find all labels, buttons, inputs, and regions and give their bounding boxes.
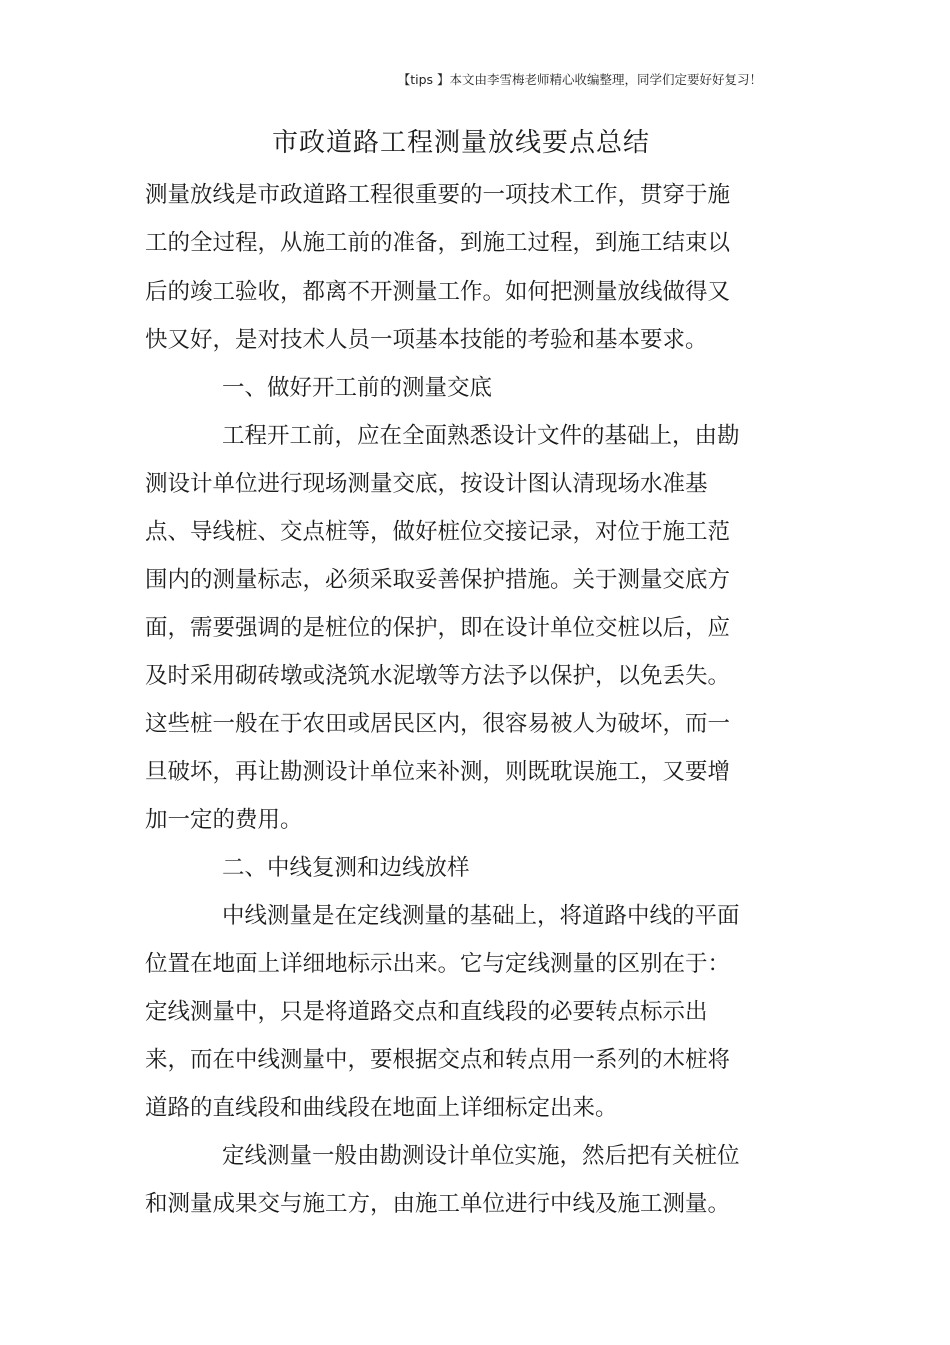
body-line: 和测量成果交与施工方，由施工单位进行中线及施工测量。 bbox=[145, 1191, 731, 1217]
body-line: 道路的直线段和曲线段在地面上详细标定出来。 bbox=[145, 1095, 618, 1121]
body-line: 工的全过程，从施工前的准备，到施工过程，到施工结束以 bbox=[145, 230, 731, 256]
section-heading-1: 一、做好开工前的测量交底 bbox=[222, 375, 493, 401]
body-line: 点、导线桩、交点桩等，做好桩位交接记录，对位于施工范 bbox=[145, 519, 731, 545]
body-line: 中线测量是在定线测量的基础上，将道路中线的平面 bbox=[222, 903, 740, 929]
body-line: 快又好，是对技术人员一项基本技能的考验和基本要求。 bbox=[145, 327, 708, 353]
body-line: 测设计单位进行现场测量交底，按设计图认清现场水准基 bbox=[145, 471, 708, 497]
body-line: 后的竣工验收，都离不开测量工作。如何把测量放线做得又 bbox=[145, 279, 731, 305]
body-line: 位置在地面上详细地标示出来。它与定线测量的区别在于： bbox=[145, 951, 731, 977]
body-line: 测量放线是市政道路工程很重要的一项技术工作，贯穿于施 bbox=[145, 182, 731, 208]
body-line: 面，需要强调的是桩位的保护，即在设计单位交桩以后，应 bbox=[145, 615, 731, 641]
body-line: 旦破坏，再让勘测设计单位来补测，则既耽误施工，又要增 bbox=[145, 759, 731, 785]
header-tips: 【tips 】本文由李雪梅老师精心收编整理，同学们定要好好复习！ bbox=[397, 72, 762, 87]
document-title: 市政道路工程测量放线要点总结 bbox=[271, 128, 650, 158]
body-line: 来，而在中线测量中，要根据交点和转点用一系列的木桩将 bbox=[145, 1047, 731, 1073]
body-line: 及时采用砌砖墩或浇筑水泥墩等方法予以保护，以免丢失。 bbox=[145, 663, 731, 689]
body-line: 工程开工前，应在全面熟悉设计文件的基础上，由勘 bbox=[222, 423, 740, 449]
body-line: 这些桩一般在于农田或居民区内，很容易被人为破坏，而一 bbox=[145, 711, 731, 737]
body-line: 围内的测量标志，必须采取妥善保护措施。关于测量交底方 bbox=[145, 567, 731, 593]
section-heading-2: 二、中线复测和边线放样 bbox=[222, 855, 470, 881]
body-line: 定线测量一般由勘测设计单位实施，然后把有关桩位 bbox=[222, 1143, 740, 1169]
body-line: 定线测量中，只是将道路交点和直线段的必要转点标示出 bbox=[145, 999, 708, 1025]
body-line: 加一定的费用。 bbox=[145, 807, 303, 833]
